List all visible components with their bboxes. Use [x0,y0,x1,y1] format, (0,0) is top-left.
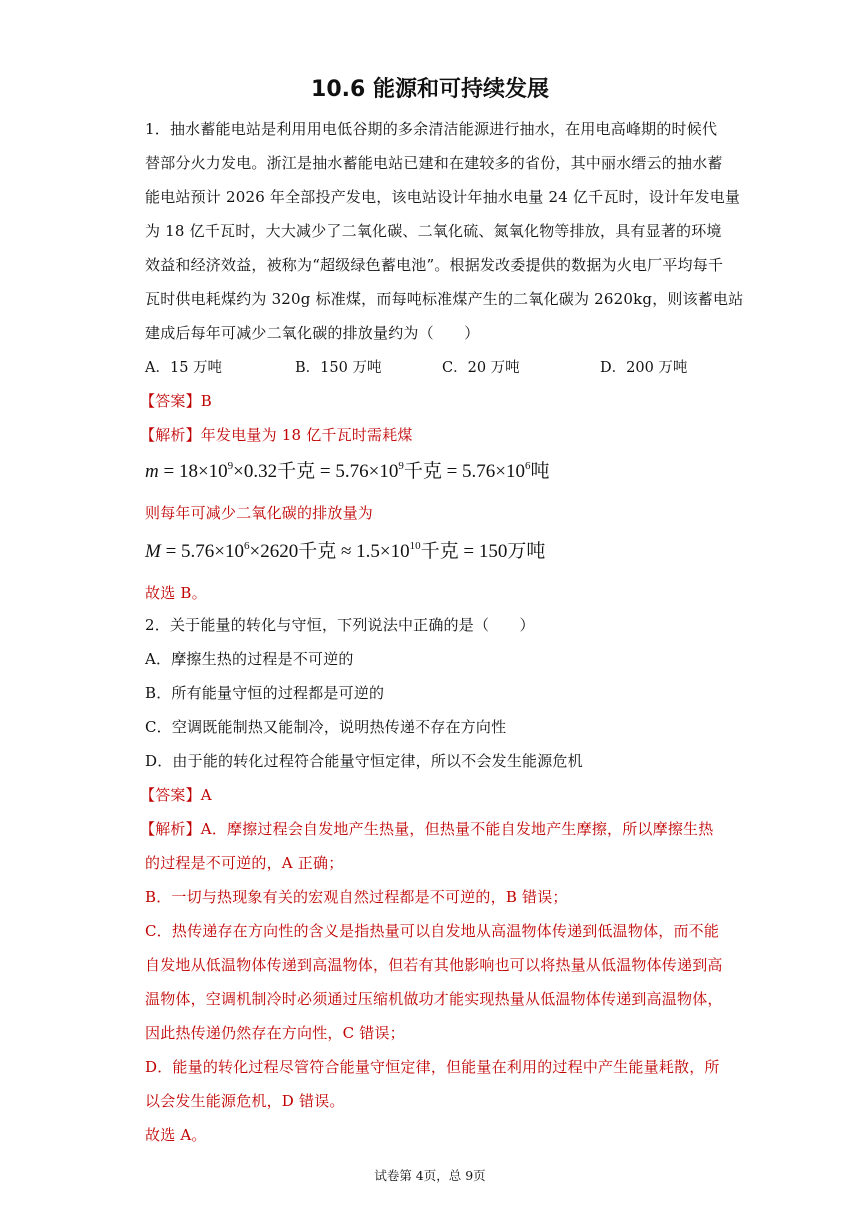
q2-analysis-line: 的过程是不可逆的，A 正确； [145,854,344,872]
q1-stem-line: 建成后每年可减少二氧化碳的排放量约为（ ） [145,324,480,342]
q1-stem-line: 效益和经济效益，被称为“超级绿色蓄电池”。根据发改委提供的数据为火电厂平均每千 [145,256,724,274]
page-title: 10.6 能源和可持续发展 [311,77,549,102]
q1-analysis-intro: 【解析】年发电量为 18 亿千瓦时需耗煤 [140,426,413,444]
q2-analysis-line: 因此热传递仍然存在方向性，C 错误； [145,1024,405,1042]
q2-analysis-line: B．一切与热现象有关的宏观自然过程都是不可逆的，B 错误； [145,888,568,906]
q2-answer: 【答案】A [140,786,212,804]
q2-option-c: C．空调既能制热又能制冷，说明热传递不存在方向性 [145,718,507,736]
q1-analysis-co2: 则每年可减少二氧化碳的排放量为 [145,504,374,522]
q2-analysis-line: 自发地从低温物体传递到高温物体，但若有其他影响也可以将热量从低温物体传递到高 [145,956,723,974]
q1-stem-line: 瓦时供电耗煤约为 320g 标准煤，而每吨标准煤产生的二氧化碳为 2620kg，则该蓄电站 [145,290,744,308]
q1-option-c: C．20 万吨 [442,360,520,376]
q1-stem-line: 能电站预计 2026 年全部投产发电，该电站设计年抽水电量 24 亿千瓦时，设计年发电量 [145,188,741,206]
q2-analysis-line: 温物体，空调机制冷时必须通过压缩机做功才能实现热量从低温物体传递到高温物体， [145,990,723,1008]
q1-equation-coal: $m = 18\times 10^9\times 0.32$千克 = $5.76\times 10^9$千克 = $5.76\times 10^6$吨 [145,460,550,482]
q1-conclusion: 故选 B。 [145,584,207,602]
q2-option-a: A．摩擦生热的过程是不可逆的 [145,650,354,668]
q1-answer: 【答案】B [140,392,213,410]
q2-option-d: D．由于能的转化过程符合能量守恒定律，所以不会发生能源危机 [145,752,583,770]
q2-analysis-line: 【解析】A．摩擦过程会自发地产生热量，但热量不能自发地产生摩擦，所以摩擦生热 [140,820,714,838]
q1-equation-co2: $M = 5.76\times 10^6\times 2620$千克 ≈ $1.5\times 10^{10}$千克 = 150万吨 [145,540,546,562]
q1-stem-line: 替部分火力发电。浙江是抽水蓄能电站已建和在建较多的省份，其中丽水缙云的抽水蓄 [145,154,723,172]
q1-option-d: D．200 万吨 [600,360,688,376]
q2-stem: 2．关于能量的转化与守恒，下列说法中正确的是（ ） [145,616,535,634]
q1-stem-line: 1．抽水蓄能电站是利用用电低谷期的多余清洁能源进行抽水，在用电高峰期的时候代 [145,120,718,138]
q1-stem-line: 为 18 亿千瓦时，大大减少了二氧化碳、二氧化硫、氮氧化物等排放，具有显著的环境 [145,222,722,240]
q2-analysis-line: C．热传递存在方向性的含义是指热量可以自发地从高温物体传递到低温物体，而不能 [145,922,720,940]
q2-analysis-line: 以会发生能源危机，D 错误。 [145,1092,345,1110]
page-footer: 试卷第 4页，总 9页 [374,1168,486,1183]
q2-conclusion: 故选 A。 [145,1126,207,1144]
q1-option-b: B．150 万吨 [295,360,382,376]
q1-option-a: A．15 万吨 [145,360,223,376]
q2-option-b: B．所有能量守恒的过程都是可逆的 [145,684,385,702]
q2-analysis-line: D．能量的转化过程尽管符合能量守恒定律，但能量在利用的过程中产生能量耗散，所 [145,1058,720,1076]
